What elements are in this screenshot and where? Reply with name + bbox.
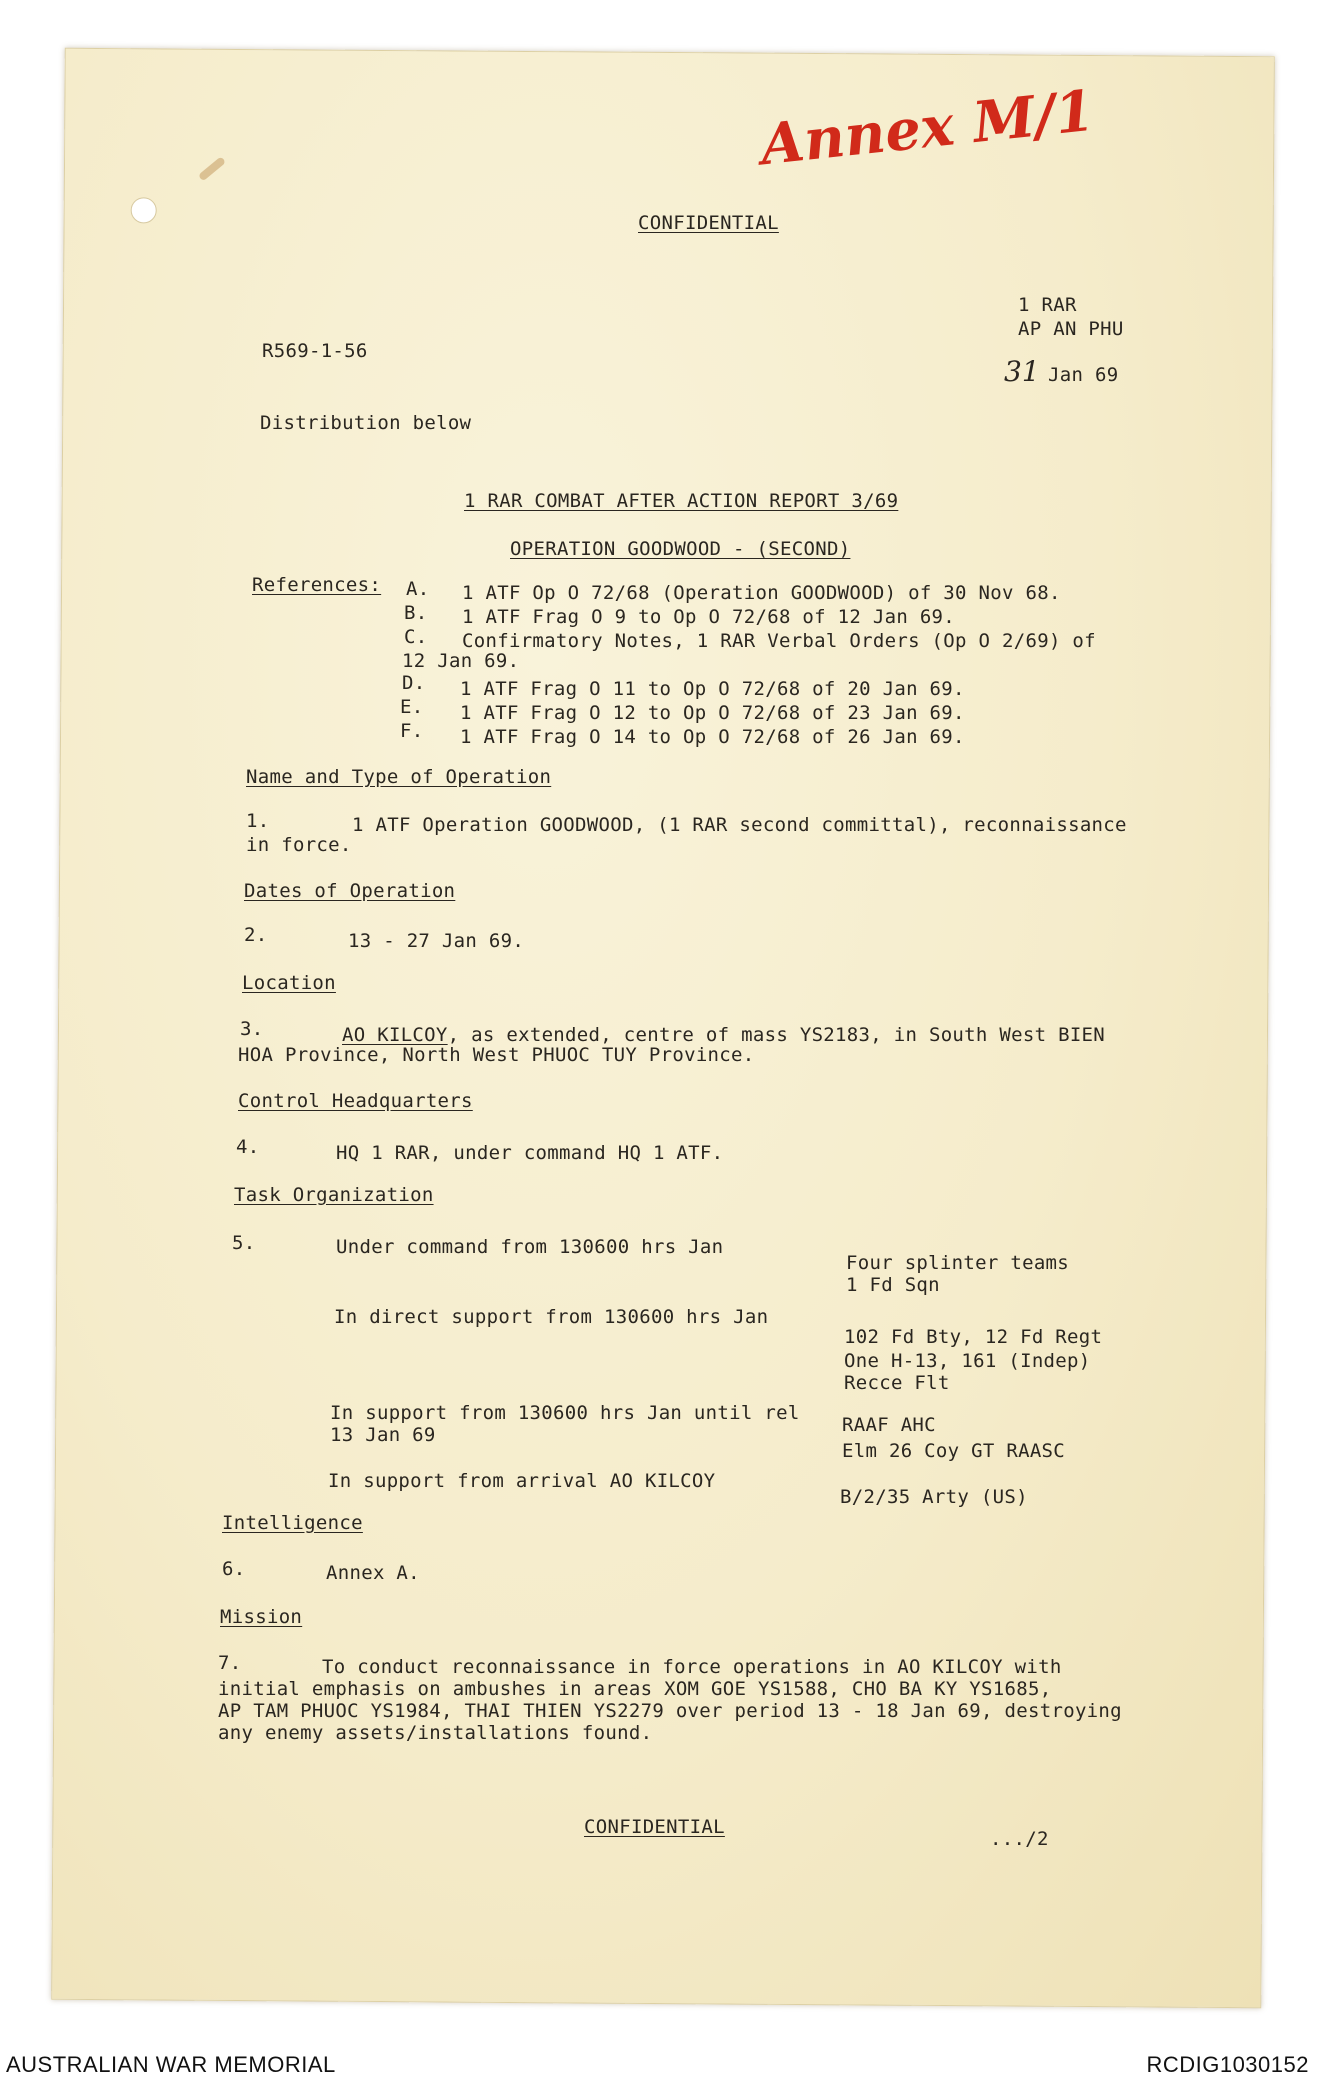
footer-archive-name: AUSTRALIAN WAR MEMORIAL bbox=[6, 2052, 336, 2077]
file-reference: R569-1-56 bbox=[262, 340, 368, 362]
date-month-year: Jan 69 bbox=[1048, 364, 1119, 386]
task-org-left: In support from 130600 hrs Jan until rel bbox=[330, 1402, 800, 1424]
section-heading-intelligence: Intelligence bbox=[222, 1512, 363, 1534]
page-continuation: .../2 bbox=[990, 1828, 1049, 1850]
task-org-left: Under command from 130600 hrs Jan bbox=[336, 1236, 724, 1258]
para-3-line-2: HOA Province, North West PHUOC TUY Province. bbox=[238, 1044, 755, 1066]
unit-line-2: AP AN PHU bbox=[1018, 318, 1124, 340]
para-number-5: 5. bbox=[232, 1232, 256, 1254]
task-org-right: 102 Fd Bty, 12 Fd Regt bbox=[844, 1326, 1103, 1348]
stain-mark bbox=[198, 156, 226, 181]
task-org-right: One H-13, 161 (Indep) bbox=[844, 1350, 1091, 1372]
para-number-7: 7. bbox=[218, 1652, 242, 1674]
report-subtitle: OPERATION GOODWOOD - (SECOND) bbox=[510, 538, 851, 560]
mission-line-3: AP TAM PHUOC YS1984, THAI THIEN YS2279 over period 13 - 18 Jan 69, destroying bbox=[218, 1700, 1122, 1722]
para-2-text: 13 - 27 Jan 69. bbox=[348, 930, 525, 952]
reference-text: Confirmatory Notes, 1 RAR Verbal Orders (Op O 2/69) of bbox=[462, 630, 1096, 652]
task-org-left: 13 Jan 69 bbox=[330, 1424, 436, 1446]
task-org-left: In direct support from 130600 hrs Jan bbox=[334, 1306, 769, 1328]
distribution-note: Distribution below bbox=[260, 412, 472, 434]
reference-text: 1 ATF Frag O 14 to Op O 72/68 of 26 Jan 69. bbox=[460, 726, 965, 748]
mission-line-2: initial emphasis on ambushes in areas XOM GOE YS1588, CHO BA KY YS1685, bbox=[218, 1678, 1052, 1700]
para-number-4: 4. bbox=[236, 1136, 260, 1158]
mission-line-4: any enemy assets/installations found. bbox=[218, 1722, 653, 1744]
ao-name: AO KILCOY bbox=[342, 1024, 448, 1046]
unit-line-1: 1 RAR bbox=[1018, 294, 1077, 316]
section-heading-name-type: Name and Type of Operation bbox=[246, 766, 552, 788]
mission-line-1: To conduct reconnaissance in force operations in AO KILCOY with bbox=[322, 1656, 1062, 1678]
reference-text: 1 ATF Frag O 11 to Op O 72/68 of 20 Jan 69. bbox=[460, 678, 965, 700]
handwritten-date-day: 31 bbox=[1004, 355, 1040, 388]
task-org-right: Four splinter teams bbox=[846, 1252, 1070, 1274]
handwritten-annex-label: Annex M/1 bbox=[757, 77, 1098, 179]
section-heading-control-hq: Control Headquarters bbox=[238, 1090, 473, 1112]
reference-text: 1 ATF Frag O 9 to Op O 72/68 of 12 Jan 69. bbox=[462, 606, 956, 628]
footer-record-id: RCDIG1030152 bbox=[1146, 2052, 1309, 2077]
reference-letter: F. bbox=[400, 720, 424, 742]
reference-text: 1 ATF Frag O 12 to Op O 72/68 of 23 Jan 69. bbox=[460, 702, 965, 724]
task-org-right: RAAF AHC bbox=[842, 1414, 936, 1436]
task-org-right: Elm 26 Coy GT RAASC bbox=[842, 1440, 1066, 1462]
reference-letter: E. bbox=[400, 696, 424, 718]
para-1-line-2: in force. bbox=[246, 834, 352, 856]
classification-bottom: CONFIDENTIAL bbox=[584, 1816, 725, 1838]
task-org-right: 1 Fd Sqn bbox=[846, 1274, 940, 1296]
task-org-right: Recce Flt bbox=[844, 1372, 950, 1394]
para-4-text: HQ 1 RAR, under command HQ 1 ATF. bbox=[336, 1142, 724, 1164]
para-number-2: 2. bbox=[244, 924, 268, 946]
reference-letter: D. bbox=[402, 672, 426, 694]
para-number-1: 1. bbox=[246, 810, 270, 832]
reference-letter: B. bbox=[404, 602, 428, 624]
task-org-right: B/2/35 Arty (US) bbox=[840, 1486, 1028, 1508]
reference-continuation: 12 Jan 69. bbox=[402, 650, 520, 672]
para-1-line-1: 1 ATF Operation GOODWOOD, (1 RAR second committal), reconnaissance bbox=[352, 814, 1127, 836]
references-label: References: bbox=[252, 574, 382, 596]
reference-letter: C. bbox=[404, 626, 428, 648]
task-org-left: In support from arrival AO KILCOY bbox=[328, 1470, 716, 1492]
para-6-text: Annex A. bbox=[326, 1562, 420, 1584]
para-3-line-1: , as extended, centre of mass YS2183, in South West BIEN bbox=[447, 1024, 1106, 1046]
section-heading-mission: Mission bbox=[220, 1606, 303, 1628]
section-heading-task-org: Task Organization bbox=[234, 1184, 434, 1206]
classification-top: CONFIDENTIAL bbox=[638, 212, 779, 234]
punch-hole bbox=[131, 197, 157, 223]
reference-letter: A. bbox=[406, 578, 430, 600]
section-heading-dates: Dates of Operation bbox=[244, 880, 456, 902]
para-number-3: 3. bbox=[240, 1018, 264, 1040]
para-number-6: 6. bbox=[222, 1558, 246, 1580]
reference-text: 1 ATF Op O 72/68 (Operation GOODWOOD) of 30 Nov 68. bbox=[462, 582, 1061, 604]
report-title: 1 RAR COMBAT AFTER ACTION REPORT 3/69 bbox=[464, 490, 899, 512]
section-heading-location: Location bbox=[242, 972, 336, 994]
